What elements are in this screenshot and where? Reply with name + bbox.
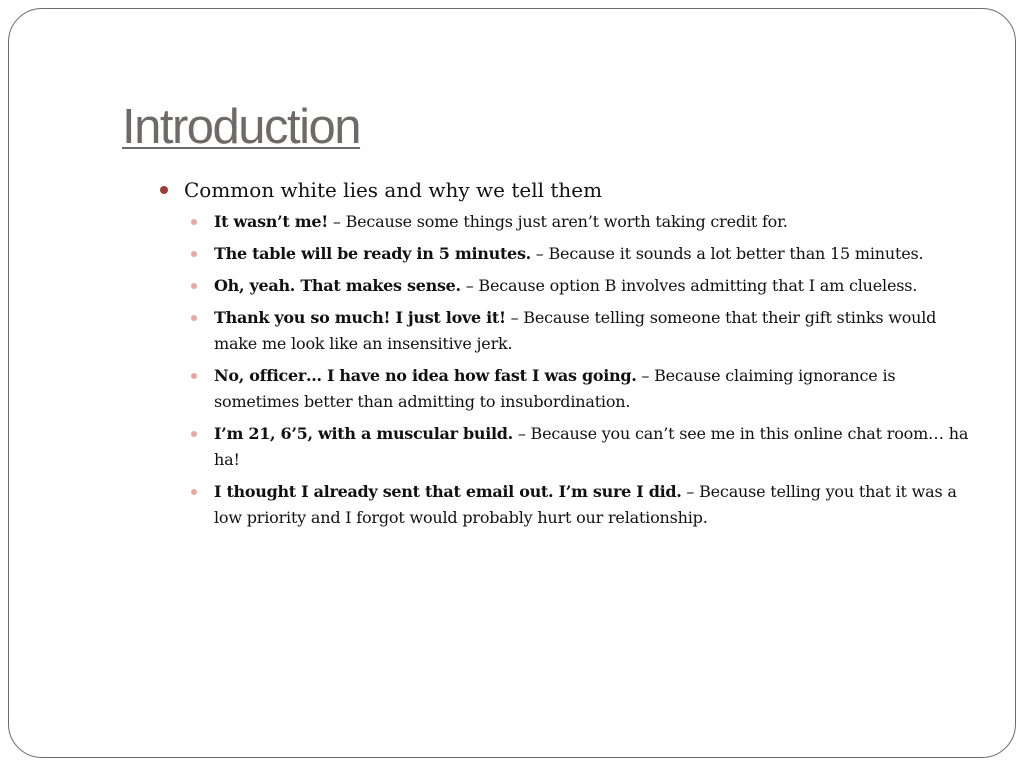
bullet-dot-icon <box>191 251 197 257</box>
lie-reason: – Because some things just aren’t worth taking credit for. <box>328 212 788 231</box>
lie-reason: – Because telling you that it was a low priority and I forgot would probably hurt our relationship. <box>214 482 957 527</box>
lie-reason: – Because it sounds a lot better than 15 minutes. <box>530 244 924 263</box>
lie-reason: – Because claiming ignorance is sometimes better than admitting to insubordination. <box>214 366 896 411</box>
lie-statement: I’m 21, 6’5, with a muscular build. <box>214 424 513 443</box>
lie-statement: No, officer… I have no idea how fast I was going. <box>214 366 637 385</box>
lie-statement: The table will be ready in 5 minutes. <box>214 244 531 263</box>
lie-statement: I thought I already sent that email out. I’m sure I did. <box>214 482 682 501</box>
lie-reason: – Because you can’t see me in this online chat room… ha ha! <box>214 424 969 469</box>
slide-content <box>159 175 979 537</box>
bullet-dot-icon <box>160 186 168 194</box>
lie-reason: – Because telling someone that their gift stinks would make me look like an insensitive jerk. <box>214 308 937 353</box>
bullet-dot-icon <box>191 315 197 321</box>
list-item <box>189 273 979 299</box>
bullet-dot-icon <box>191 431 197 437</box>
slide <box>8 8 1016 758</box>
list-item <box>189 241 979 267</box>
lie-reason: – Because option B involves admitting that I am clueless. <box>460 276 918 295</box>
list-item <box>189 305 979 357</box>
list-item <box>189 363 979 415</box>
bullet-dot-icon <box>191 373 197 379</box>
lie-statement: Oh, yeah. That makes sense. <box>214 276 461 295</box>
bullet-dot-icon <box>191 219 197 225</box>
white-lies-list <box>159 209 979 531</box>
bullet-dot-icon <box>191 283 197 289</box>
bullet-dot-icon <box>191 489 197 495</box>
lie-statement: Thank you so much! I just love it! <box>214 308 506 327</box>
slide-title: Introduction <box>122 100 361 154</box>
list-item <box>189 421 979 473</box>
lie-statement: It wasn’t me! <box>214 212 328 231</box>
list-item <box>189 209 979 235</box>
list-item <box>189 479 979 531</box>
main-bullet <box>159 175 979 205</box>
main-bullet-text: Common white lies and why we tell them <box>184 178 603 202</box>
